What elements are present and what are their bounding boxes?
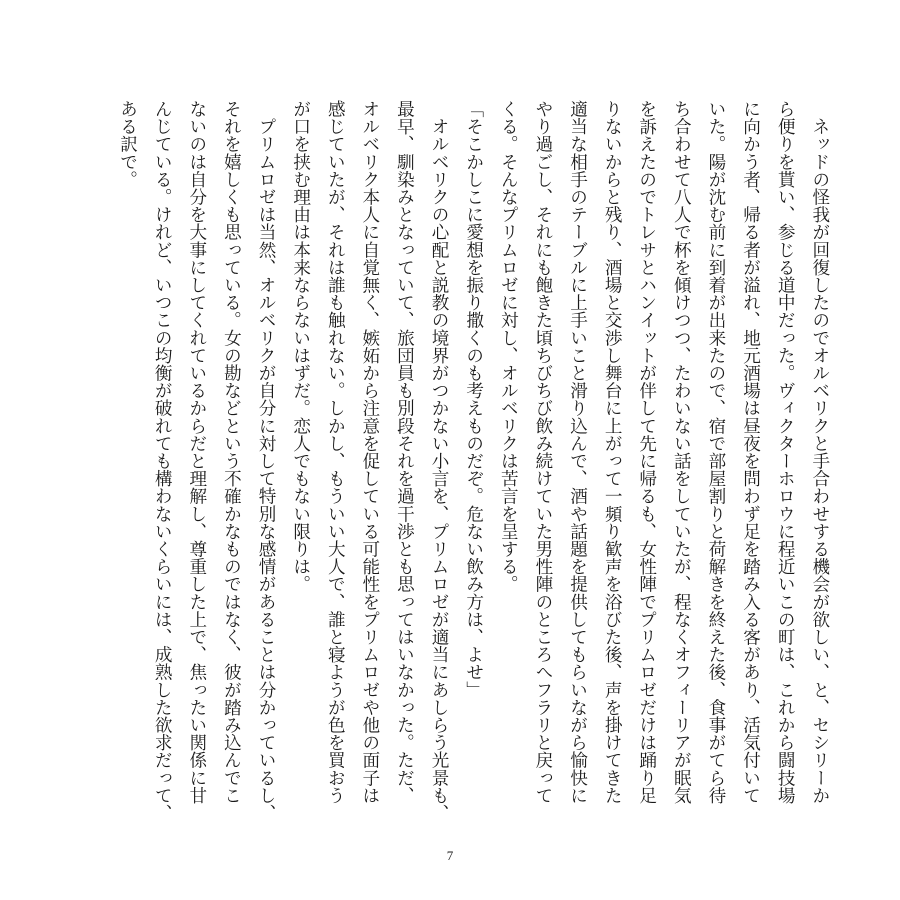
text-line: やり過ごし、それにも飽きた頃ちびちび飲み続けていた男性陣のところへフラリと戻って xyxy=(532,100,553,804)
text-line: ある訳で。 xyxy=(117,100,138,188)
text-line: プリムロゼは当然、オルベリクが自分に対して特別な感情があることは分かっているし、 xyxy=(256,100,277,822)
text-line: 最早、馴染みとなっていて、旅団員も別段それを過干渉とも思ってはいなかった。ただ、 xyxy=(394,100,415,804)
text-line: が口を挟む理由は本来ならないはずだ。恋人でもない限りは。 xyxy=(290,100,311,593)
text-line: オルベリク本人に自覚無く、嫉妬から注意を促している可能性をプリムロゼや他の面子は xyxy=(359,100,380,804)
text-line: いた。陽が沈む前に到着が出来たので、宿で部屋割りと荷解きを終えた後、食事がてら待 xyxy=(705,100,726,804)
text-line: ないのは自分を大事にしてくれているからだと理解し、尊重した上で、焦ったい関係に甘 xyxy=(186,100,207,804)
text-line: それを嬉しくも思っている。女の勘などという不確かなものではなく、彼が踏み込んでこ xyxy=(221,100,242,804)
text-line: ち合わせて八人で杯を傾けつつ、たわいない話をしていたが、程なくオフィーリアが眠気 xyxy=(671,100,692,804)
page-number: 7 xyxy=(446,848,454,863)
text-line: 「そこかしこに愛想を振り撒くのも考えものだぞ。危ない飲み方は、よせ」 xyxy=(463,100,484,699)
text-line: ネッドの怪我が回復したのでオルベリクと手合わせする機会が欲しい、と、セシリーか xyxy=(809,100,830,804)
text-line: を訴えたのでトレサとハンイットが伴して先に帰るも、女性陣でプリムロゼだけは踊り足 xyxy=(636,100,657,804)
text-line: オルベリクの心配と説教の境界がつかない小言を、プリムロゼが適当にあしらう光景も、 xyxy=(429,100,450,822)
text-line: ら便りを貰い、参じる道中だった。ヴィクターホロウに程近いこの町は、これから闘技場 xyxy=(775,100,796,804)
text-line: に向かう者、帰る者が溢れ、地元酒場は昼夜を問わず足を踏み入る客があり、活気付いて xyxy=(740,100,761,804)
text-line: んじている。けれど、いつこの均衡が破れても構わないくらいには、成熟した欲求だって、 xyxy=(152,100,173,822)
text-line: りないからと残り、酒場と交渉し舞台に上がって一頻り歓声を浴びた後、声を掛けてきた xyxy=(602,100,623,804)
vertical-text-body xyxy=(118,100,828,820)
text-line: くる。そんなプリムロゼに対し、オルベリクは苦言を呈する。 xyxy=(498,100,519,593)
text-line: 感じていたが、それは誰も触れない。しかし、もういい大人で、誰と寝ようが色を買おう xyxy=(325,100,346,804)
text-line: 適当な相手のテーブルに上手いこと滑り込んで、酒や話題を提供してもらいながら愉快に xyxy=(567,100,588,804)
